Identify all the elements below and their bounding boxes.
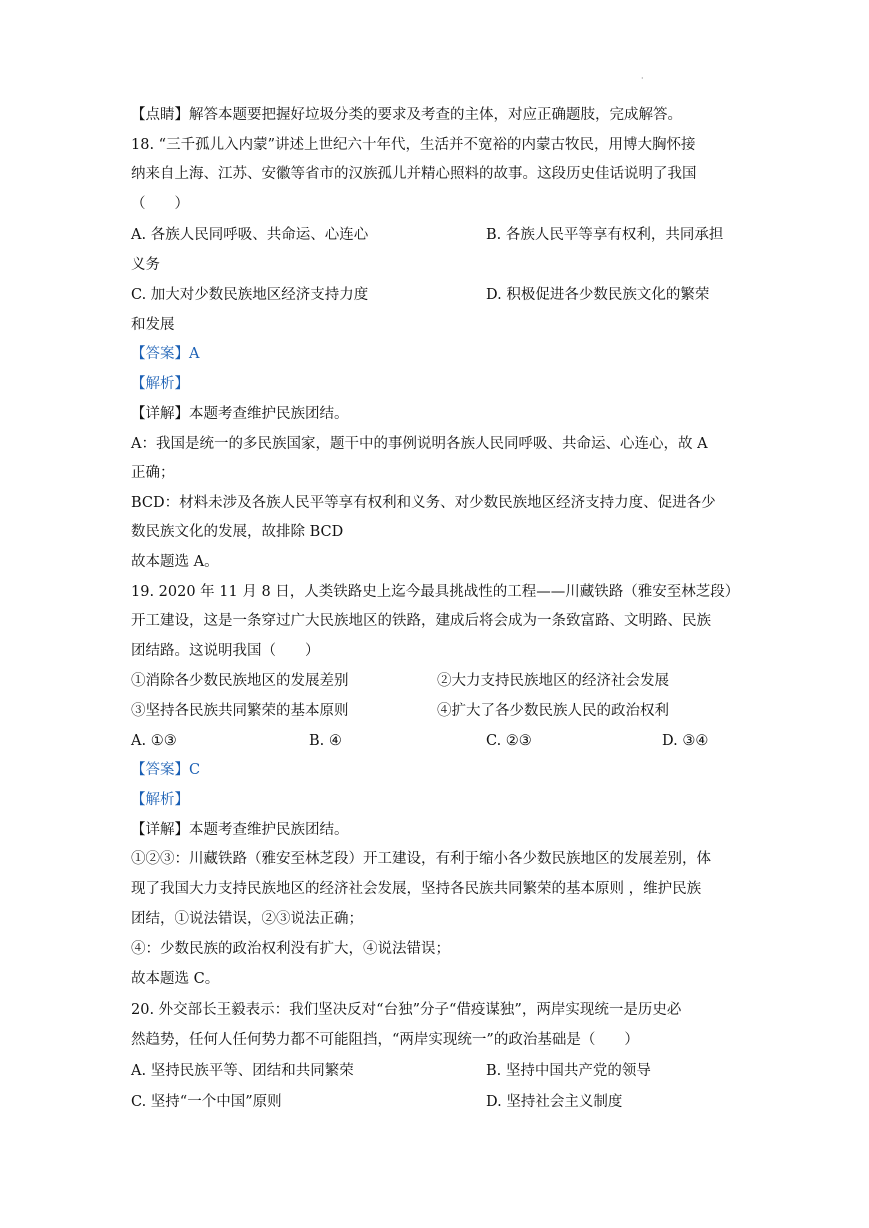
q19-statement-1: ①消除各少数民族地区的发展差别	[131, 673, 349, 689]
q20-option-a: A. 坚持民族平等、团结和共同繁荣	[131, 1063, 354, 1079]
q18-detail-heading: 【详解】本题考查维护民族团结。	[131, 406, 349, 422]
q19-option-a: A. ①③	[131, 733, 177, 749]
q18-explain-3: BCD：材料未涉及各族人民平等享有权利和义务、对少数民族地区经济支持力度、促进各少	[131, 495, 716, 511]
q19-detail-heading: 【详解】本题考查维护民族团结。	[131, 822, 349, 838]
q18-conclusion: 故本题选 A。	[131, 554, 219, 570]
q18-answer	[131, 344, 199, 364]
q20-option-b: B. 坚持中国共产党的领导	[486, 1063, 651, 1079]
q18-option-d-cont: 和发展	[131, 317, 175, 333]
q20-option-c: C. 坚持“一个中国”原则	[131, 1094, 282, 1110]
q19-explain-1: ①②③：川藏铁路（雅安至林芝段）开工建设，有利于缩小各少数民族地区的发展差别，体	[131, 851, 711, 867]
q18-option-c: C. 加大对少数民族地区经济支持力度	[131, 287, 369, 303]
note-line: 【点睛】解答本题要把握好垃圾分类的要求及考查的主体，对应正确题肢，完成解答。	[131, 107, 682, 123]
q19-explain-4: ④：少数民族的政治权利没有扩大，④说法错误；	[131, 941, 450, 957]
q18-stem-1: 18. “三千孤儿入内蒙”讲述上世纪六十年代，生活并不宽裕的内蒙古牧民，用博大胸怀接	[131, 137, 696, 153]
q19-option-d: D. ③④	[662, 733, 709, 749]
q19-stem-3: 团结路。这说明我国（ ）	[131, 643, 320, 659]
q19-answer: 【答案】C	[131, 762, 201, 778]
q18-explain-4: 数民族文化的发展，故排除 BCD	[131, 524, 344, 540]
answer-label: 【答案】A	[131, 346, 200, 362]
q19-statement-2: ②大力支持民族地区的经济社会发展	[437, 673, 669, 689]
q19-option-b: B. ④	[309, 733, 342, 749]
q19-explain-2: 现了我国大力支持民族地区的经济社会发展，坚持各民族共同繁荣的基本原则 ，维护民族	[131, 881, 702, 897]
q18-option-a: A. 各族人民同呼吸、共命运、心连心	[131, 227, 369, 243]
q19-stem-2: 开工建设，这是一条穿过广大民族地区的铁路，建成后将会成为一条致富路、文明路、民族	[131, 613, 711, 629]
q18-option-b: B. 各族人民平等享有权利，共同承担	[486, 227, 724, 243]
q19-stem-1: 19. 2020 年 11 月 8 日，人类铁路史上迄今最具挑战性的工程——川藏铁路（雅安至林芝段）	[131, 584, 740, 600]
q19-statement-4: ④扩大了各少数民族人民的政治权利	[437, 703, 669, 719]
page-mark: ·	[641, 74, 644, 83]
q19-conclusion: 故本题选 C。	[131, 971, 220, 987]
q20-option-d: D. 坚持社会主义制度	[486, 1094, 623, 1110]
q20-stem-2: 然趋势，任何人任何势力都不可能阻挡，“两岸实现统一”的政治基础是（ ）	[131, 1032, 639, 1048]
q19-statement-3: ③坚持各民族共同繁荣的基本原则	[131, 703, 349, 719]
q19-analysis-heading: 【解析】	[131, 792, 189, 808]
q18-explain-1: A：我国是统一的多民族国家，题干中的事例说明各族人民同呼吸、共命运、心连心，故 A	[131, 436, 708, 452]
q18-option-b-cont: 义务	[131, 257, 160, 273]
q18-stem-3: （ ）	[131, 196, 189, 212]
q18-stem-2: 纳来自上海、江苏、安徽等省市的汉族孤儿并精心照料的故事。这段历史佳话说明了我国	[131, 166, 697, 182]
q18-option-d: D. 积极促进各少数民族文化的繁荣	[486, 287, 710, 303]
q20-stem-1: 20. 外交部长王毅表示：我们坚决反对“台独”分子“借疫谋独”，两岸实现统一是历史必	[131, 1002, 682, 1018]
q19-option-c: C. ②③	[486, 733, 532, 749]
q19-explain-3: 团结，①说法错误，②③说法正确；	[131, 911, 363, 927]
q18-explain-2: 正确；	[131, 465, 175, 481]
q18-analysis-heading: 【解析】	[131, 376, 189, 392]
